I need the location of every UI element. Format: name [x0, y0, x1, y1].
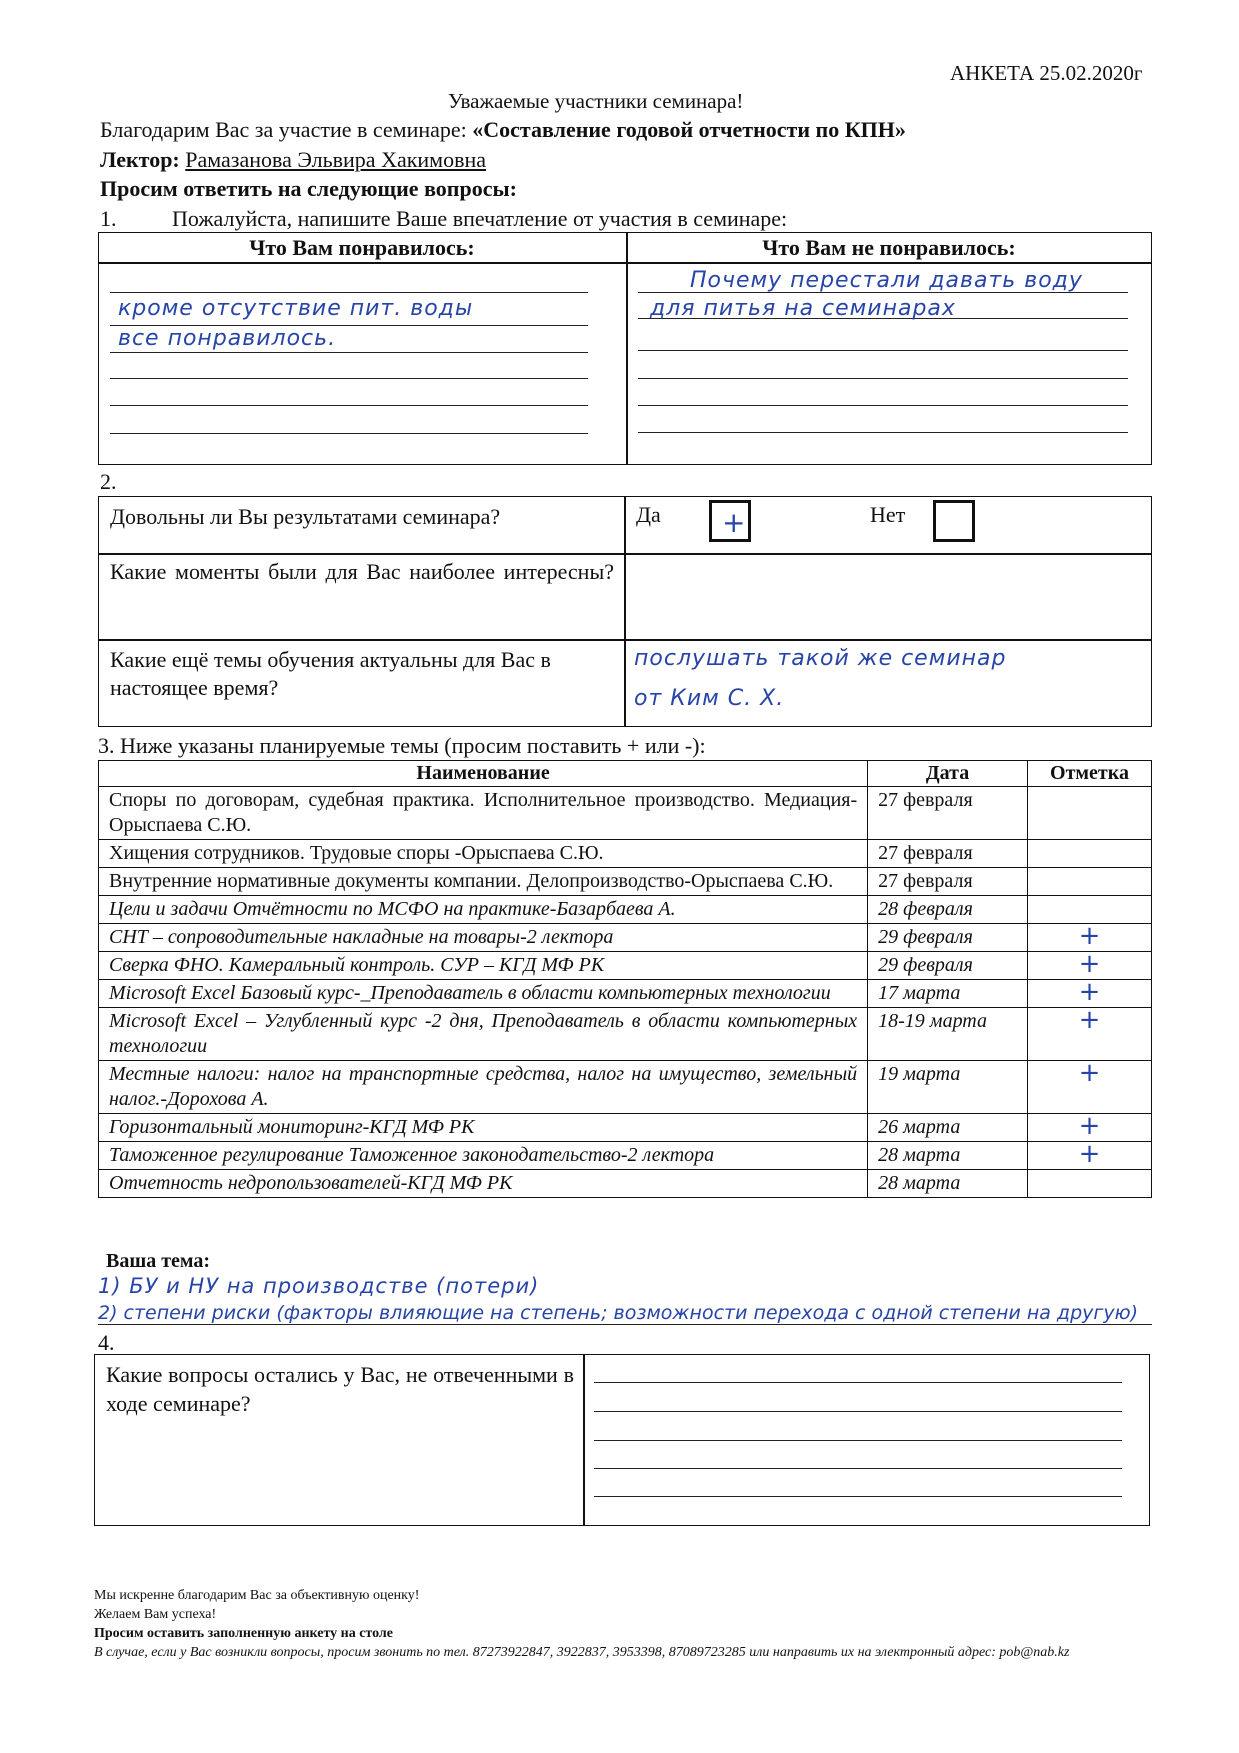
- disliked-line: [638, 378, 1128, 379]
- own-topic-line: 1) БУ и НУ на производстве (потери): [98, 1274, 540, 1298]
- topic-name: Горизонтальный мониторинг-КГД МФ РК: [99, 1114, 868, 1142]
- request-line: Просим ответить на следующие вопросы:: [100, 176, 517, 201]
- footer-contacts: В случае, если у Вас возникли вопросы, просим звонить по тел. 87273922847, 3922837, 3953398, 87089723285 или направить их на электронный адрес: pob@nab.kz: [94, 1645, 1070, 1660]
- q2-number: 2.: [100, 469, 117, 494]
- topic-mark[interactable]: [1028, 787, 1152, 840]
- greeting: Уважаемые участники семинара!: [448, 89, 744, 113]
- thanks-prefix: Благодарим Вас за участие в семинаре:: [100, 117, 473, 142]
- liked-header: Что Вам понравилось:: [249, 235, 475, 260]
- footer: [94, 1586, 1134, 1662]
- q4-question: Какие вопросы остались у Вас, не отвеченными в ходе семинаре?: [106, 1362, 574, 1416]
- topic-mark[interactable]: +: [1028, 1008, 1152, 1061]
- topic-mark[interactable]: +: [1028, 1114, 1152, 1142]
- topic-date: 29 февраля: [868, 924, 1028, 952]
- q4-number: 4.: [98, 1330, 115, 1355]
- topic-row: [99, 1170, 1152, 1198]
- topic-date: 18-19 марта: [868, 1008, 1028, 1061]
- topic-mark[interactable]: +: [1028, 1142, 1152, 1170]
- own-topic-rule: [98, 1324, 1152, 1325]
- col-name-header: Наименование: [99, 761, 868, 787]
- no-checkbox[interactable]: [933, 500, 975, 542]
- topics-header-row: [99, 761, 1152, 787]
- disliked-line: [638, 405, 1128, 406]
- topic-row: [99, 952, 1152, 980]
- topics-question: Какие ещё темы обучения актуальны для Вас в настоящее время?: [110, 647, 551, 700]
- topic-mark[interactable]: +: [1028, 952, 1152, 980]
- topic-row: [99, 1114, 1152, 1142]
- topic-row: [99, 868, 1152, 896]
- topic-mark[interactable]: +: [1028, 1061, 1152, 1114]
- lecturer-name: Рамазанова Эльвира Хакимовна: [185, 147, 487, 172]
- topic-mark[interactable]: +: [1028, 924, 1152, 952]
- topic-date: 28 февраля: [868, 896, 1028, 924]
- topic-mark[interactable]: [1028, 840, 1152, 868]
- topic-name: Microsoft Excel Базовый курс-_Преподаватель в области компьютерных технологии: [99, 980, 868, 1008]
- topic-date: 29 февраля: [868, 952, 1028, 980]
- topic-name: Таможенное регулирование Таможенное законодательство-2 лектора: [99, 1142, 868, 1170]
- form-code: АНКЕТА 25.02.2020г: [950, 61, 1143, 85]
- lecturer-label: Лектор:: [100, 147, 186, 172]
- q4-line: [594, 1440, 1122, 1441]
- topic-row: [99, 1142, 1152, 1170]
- liked-line: [110, 292, 588, 293]
- topic-date: 27 февраля: [868, 840, 1028, 868]
- q1-header-rule: [98, 262, 1152, 264]
- topic-row: [99, 896, 1152, 924]
- topic-row: [99, 787, 1152, 840]
- topic-row: [99, 924, 1152, 952]
- liked-line: [110, 378, 588, 379]
- footer-wish: Желаем Вам успеха!: [94, 1607, 217, 1622]
- q1-number: 1.: [100, 206, 117, 231]
- liked-line: [110, 352, 588, 353]
- topic-row: [99, 840, 1152, 868]
- yes-check-mark: +: [722, 506, 747, 539]
- q1-text: Пожалуйста, напишите Ваше впечатление от участия в семинаре:: [172, 206, 788, 231]
- q4-line: [594, 1382, 1122, 1383]
- no-label: Нет: [870, 502, 906, 527]
- own-topic-line: 2) степени риски (факторы влияющие на степень; возможности перехода с одной степени на другую): [98, 1302, 1139, 1324]
- topic-row: [99, 1061, 1152, 1114]
- topic-row: [99, 980, 1152, 1008]
- topics-answer-line: от Ким С. Х.: [634, 686, 785, 711]
- topic-date: 26 марта: [868, 1114, 1028, 1142]
- yes-label: Да: [636, 502, 661, 527]
- topic-date: 17 марта: [868, 980, 1028, 1008]
- thanks-line: [100, 117, 906, 143]
- topic-row: [99, 1008, 1152, 1061]
- interesting-answer-area[interactable]: [626, 555, 1150, 637]
- topic-name: СНТ – сопроводительные накладные на товары-2 лектора: [99, 924, 868, 952]
- q3-heading: 3. Ниже указаны планируемые темы (просим поставить + или -):: [98, 733, 706, 758]
- liked-line: [110, 405, 588, 406]
- topic-name: Сверка ФНО. Камеральный контроль. СУР – КГД МФ РК: [99, 952, 868, 980]
- q4-line: [594, 1496, 1122, 1497]
- liked-line: [110, 433, 588, 434]
- liked-answer-line: все понравилось.: [118, 326, 337, 351]
- q4-line: [594, 1411, 1122, 1412]
- topic-name: Цели и задачи Отчётности по МСФО на практике-Базарбаева А.: [99, 896, 868, 924]
- topic-date: 27 февраля: [868, 787, 1028, 840]
- disliked-answer-line: Почему перестали давать воду: [690, 268, 1083, 293]
- topic-name: Местные налоги: налог на транспортные средства, налог на имущество, земельный налог.-Дорохова А.: [99, 1061, 868, 1114]
- disliked-line: [638, 350, 1128, 351]
- topic-name: Внутренние нормативные документы компании. Делопроизводство-Орыспаева С.Ю.: [99, 868, 868, 896]
- topic-name: Отчетность недропользователей-КГД МФ РК: [99, 1170, 868, 1198]
- topic-date: 28 марта: [868, 1142, 1028, 1170]
- topic-name: Microsoft Excel – Углубленный курс -2 дня, Преподаватель в области компьютерных технологии: [99, 1008, 868, 1061]
- topic-mark[interactable]: +: [1028, 980, 1152, 1008]
- topic-date: 27 февраля: [868, 868, 1028, 896]
- topics-answer-line: послушать такой же семинар: [634, 646, 1007, 671]
- interesting-question: Какие моменты были для Вас наиболее интересны?: [110, 559, 614, 584]
- liked-answer-line: кроме отсутствие пит. воды: [118, 296, 474, 321]
- satisfied-question: Довольны ли Вы результатами семинара?: [110, 504, 501, 529]
- topic-mark[interactable]: [1028, 1170, 1152, 1198]
- topic-name: Хищения сотрудников. Трудовые споры -Орыспаева С.Ю.: [99, 840, 868, 868]
- topics-table: [98, 760, 1152, 1198]
- disliked-header: Что Вам не понравилось:: [762, 235, 1016, 260]
- q4-divider: [583, 1354, 585, 1526]
- disliked-answer-line: для питья на семинарах: [650, 296, 956, 321]
- col-date-header: Дата: [868, 761, 1028, 787]
- disliked-line: [638, 432, 1128, 433]
- own-topic-label: Ваша тема:: [106, 1250, 211, 1272]
- q2-row-rule: [98, 639, 1152, 641]
- topic-mark[interactable]: [1028, 896, 1152, 924]
- yes-checkbox[interactable]: [709, 500, 751, 542]
- footer-thanks: Мы искренне благодарим Вас за объективную оценку!: [94, 1588, 420, 1603]
- col-mark-header: Отметка: [1028, 761, 1152, 787]
- q4-line: [594, 1468, 1122, 1469]
- topic-date: 19 марта: [868, 1061, 1028, 1114]
- lecturer-line: [100, 147, 486, 173]
- footer-leave-form: Просим оставить заполненную анкету на столе: [94, 1626, 393, 1641]
- topic-date: 28 марта: [868, 1170, 1028, 1198]
- topic-mark[interactable]: [1028, 868, 1152, 896]
- seminar-title: «Составление годовой отчетности по КПН»: [472, 117, 906, 142]
- topic-name: Споры по договорам, судебная практика. Исполнительное производство. Медиация- Орыспаева С.Ю.: [99, 787, 868, 840]
- q1-divider: [626, 232, 628, 465]
